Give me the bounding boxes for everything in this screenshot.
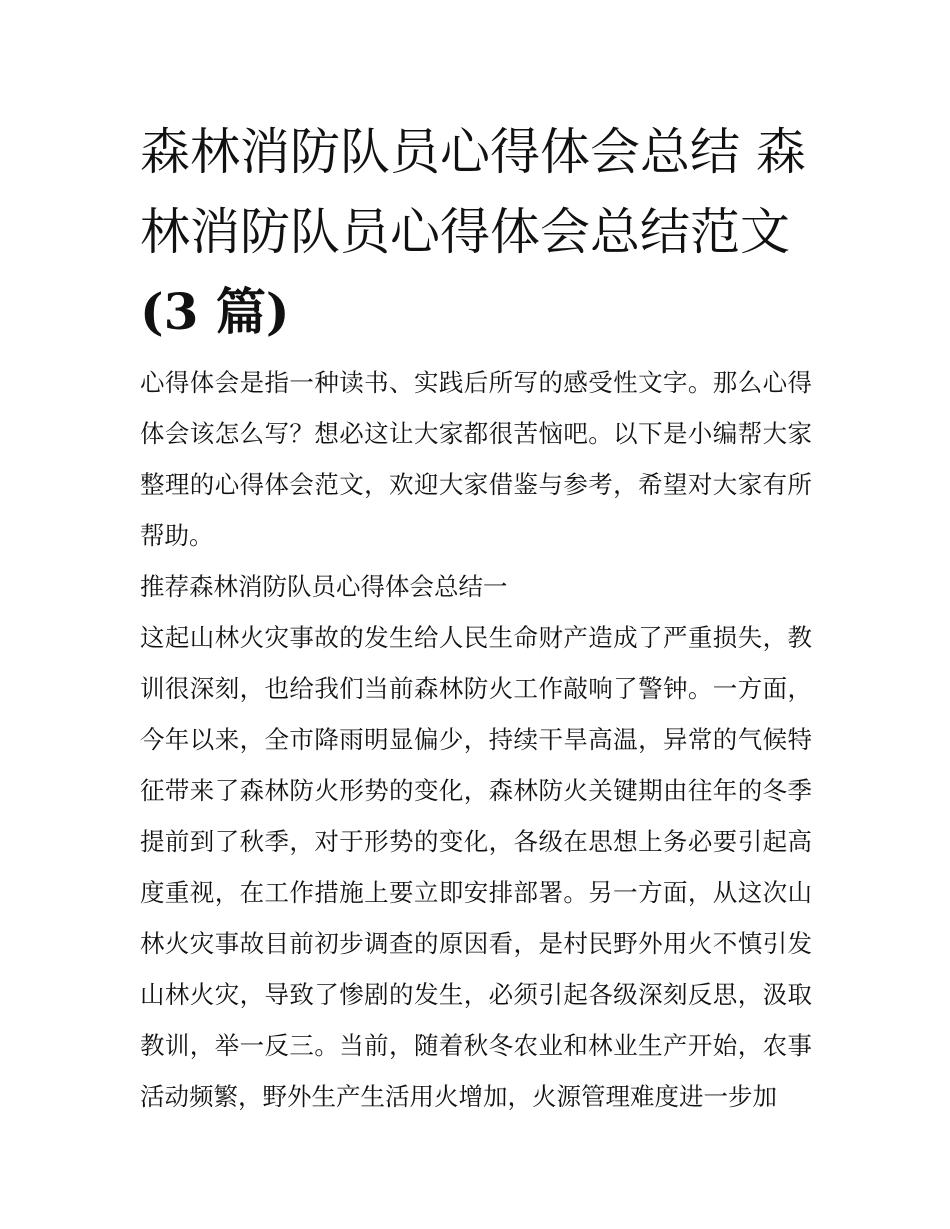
title-line: 林消防队员心得体会总结范文 xyxy=(140,203,790,261)
text-line: 活动频繁，野外生产生活用火增加，火源管理难度进一步加 xyxy=(140,1082,777,1111)
text-line: 心得体会是指一种读书、实践后所写的感受性文字。那么心得 xyxy=(140,368,812,397)
text-line: 征带来了森林防火形势的变化，森林防火关键期由往年的冬季 xyxy=(140,776,812,805)
text-line: 训很深刻，也给我们当前森林防火工作敲响了警钟。一方面， xyxy=(140,674,812,703)
text-line: 帮助。 xyxy=(140,521,214,550)
document-title xyxy=(140,112,812,352)
text-line: 度重视，在工作措施上要立即安排部署。另一方面，从这次山 xyxy=(140,878,812,907)
text-line: 整理的心得体会范文，欢迎大家借鉴与参考，希望对大家有所 xyxy=(140,470,812,499)
text-line: 山林火灾，导致了惨剧的发生，必须引起各级深刻反思，汲取 xyxy=(140,980,812,1009)
text-line: 今年以来，全市降雨明显偏少，持续干旱高温，异常的气候特 xyxy=(140,725,812,754)
title-line: (3 篇) xyxy=(140,282,290,341)
intro-paragraph xyxy=(140,357,812,561)
section-paragraph xyxy=(140,612,812,1122)
text-line: 体会该怎么写？想必这让大家都很苦恼吧。以下是小编帮大家 xyxy=(140,419,812,448)
text-line: 林火灾事故目前初步调查的原因看，是村民野外用火不慎引发 xyxy=(140,929,812,958)
document-body xyxy=(140,357,812,1122)
section-heading: 推荐森林消防队员心得体会总结一 xyxy=(140,572,508,601)
title-line: 森林消防队员心得体会总结 森 xyxy=(140,123,806,181)
text-line: 教训，举一反三。当前，随着秋冬农业和林业生产开始，农事 xyxy=(140,1031,812,1060)
text-line: 提前到了秋季，对于形势的变化，各级在思想上务必要引起高 xyxy=(140,827,812,856)
text-line: 这起山林火灾事故的发生给人民生命财产造成了严重损失，教 xyxy=(140,623,812,652)
